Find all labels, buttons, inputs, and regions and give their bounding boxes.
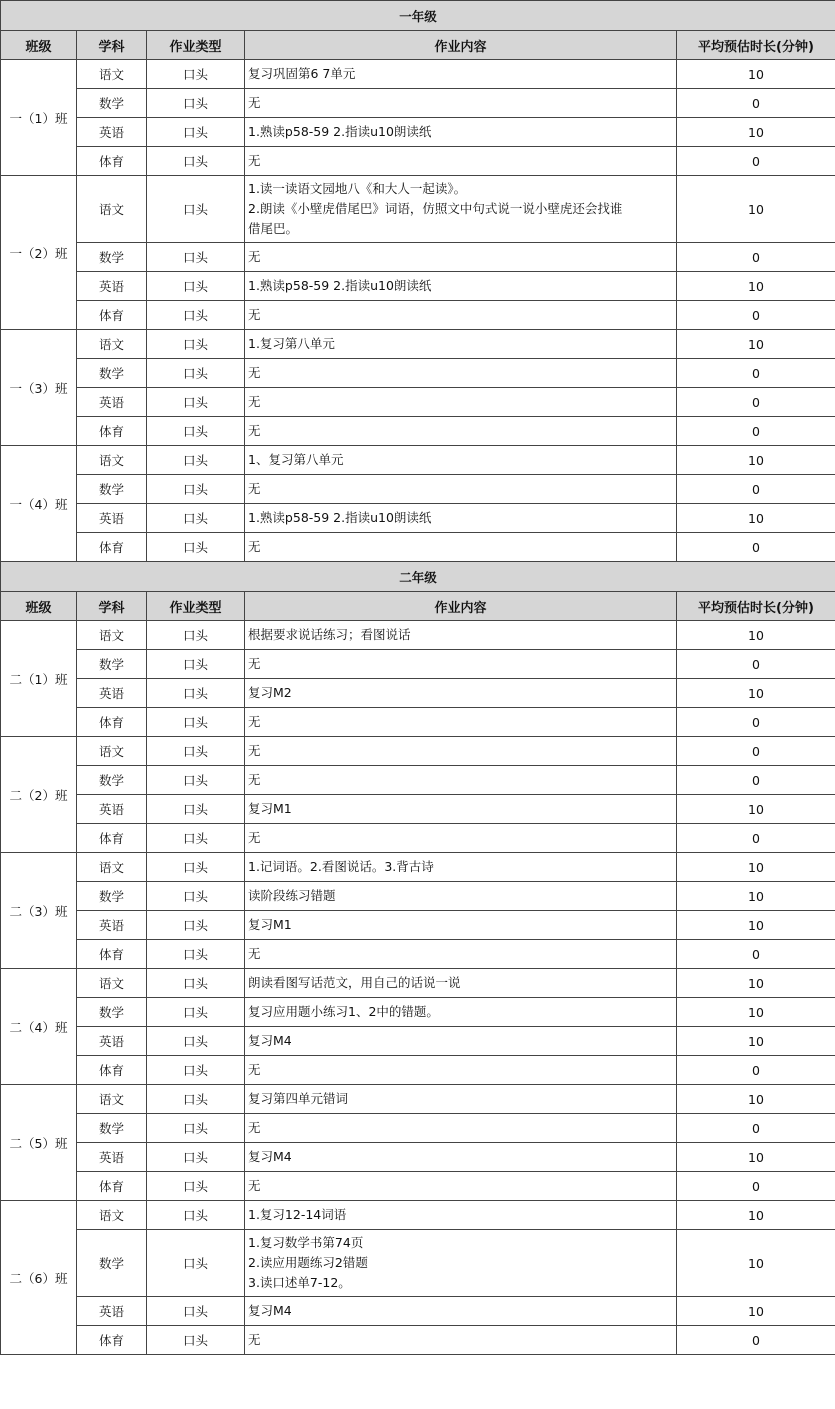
content-cell bbox=[245, 388, 677, 417]
content-cell bbox=[245, 147, 677, 176]
content-cell bbox=[245, 359, 677, 388]
duration-cell: 10 bbox=[677, 176, 835, 243]
header-subject: 学科 bbox=[77, 592, 147, 621]
table-row bbox=[1, 1143, 835, 1172]
type-cell: 口头 bbox=[147, 359, 245, 388]
type-cell: 口头 bbox=[147, 89, 245, 118]
duration-cell: 10 bbox=[677, 1297, 835, 1326]
table-row bbox=[1, 1201, 835, 1230]
type-cell: 口头 bbox=[147, 1297, 245, 1326]
content-line: 无 bbox=[248, 714, 261, 729]
subject-cell: 语文 bbox=[77, 1201, 147, 1230]
table-row bbox=[1, 417, 835, 446]
type-cell: 口头 bbox=[147, 621, 245, 650]
table-row bbox=[1, 795, 835, 824]
table-row bbox=[1, 679, 835, 708]
type-cell: 口头 bbox=[147, 504, 245, 533]
subject-cell: 数学 bbox=[77, 89, 147, 118]
header-cls: 班级 bbox=[1, 31, 77, 60]
duration-cell: 0 bbox=[677, 940, 835, 969]
class-name: 二（1）班 bbox=[1, 621, 77, 737]
content-cell bbox=[245, 60, 677, 89]
type-cell: 口头 bbox=[147, 1143, 245, 1172]
content-line: 无 bbox=[248, 365, 261, 380]
duration-cell: 10 bbox=[677, 998, 835, 1027]
grade-title-row bbox=[1, 562, 835, 592]
content-cell bbox=[245, 330, 677, 359]
table-row bbox=[1, 853, 835, 882]
content-cell bbox=[245, 243, 677, 272]
content-line: 无 bbox=[248, 394, 261, 409]
subject-cell: 语文 bbox=[77, 969, 147, 998]
type-cell: 口头 bbox=[147, 1027, 245, 1056]
table-row bbox=[1, 1027, 835, 1056]
duration-cell: 10 bbox=[677, 795, 835, 824]
content-cell bbox=[245, 118, 677, 147]
duration-cell: 0 bbox=[677, 1326, 835, 1355]
subject-cell: 数学 bbox=[77, 359, 147, 388]
subject-cell: 数学 bbox=[77, 243, 147, 272]
content-line: 1.复习数学书第74页 bbox=[248, 1235, 364, 1250]
table-row bbox=[1, 359, 835, 388]
table-row bbox=[1, 1114, 835, 1143]
type-cell: 口头 bbox=[147, 795, 245, 824]
duration-cell: 0 bbox=[677, 650, 835, 679]
duration-cell: 10 bbox=[677, 504, 835, 533]
type-cell: 口头 bbox=[147, 853, 245, 882]
content-line: 根据要求说话练习；看图说话 bbox=[248, 627, 411, 642]
content-cell bbox=[245, 1027, 677, 1056]
type-cell: 口头 bbox=[147, 330, 245, 359]
content-cell bbox=[245, 737, 677, 766]
class-name: 一（3）班 bbox=[1, 330, 77, 446]
content-line: 1.复习12-14词语 bbox=[248, 1207, 347, 1222]
class-name: 二（6）班 bbox=[1, 1201, 77, 1355]
duration-cell: 0 bbox=[677, 1114, 835, 1143]
table-row bbox=[1, 60, 835, 89]
duration-cell: 10 bbox=[677, 679, 835, 708]
table-row bbox=[1, 998, 835, 1027]
subject-cell: 体育 bbox=[77, 417, 147, 446]
duration-cell: 10 bbox=[677, 1027, 835, 1056]
duration-cell: 0 bbox=[677, 533, 835, 562]
content-cell bbox=[245, 417, 677, 446]
subject-cell: 数学 bbox=[77, 766, 147, 795]
header-subject: 学科 bbox=[77, 31, 147, 60]
type-cell: 口头 bbox=[147, 388, 245, 417]
duration-cell: 0 bbox=[677, 147, 835, 176]
table-row bbox=[1, 446, 835, 475]
content-line: 复习M1 bbox=[248, 917, 292, 932]
duration-cell: 10 bbox=[677, 882, 835, 911]
subject-cell: 英语 bbox=[77, 1027, 147, 1056]
content-line: 无 bbox=[248, 772, 261, 787]
duration-cell: 10 bbox=[677, 446, 835, 475]
subject-cell: 体育 bbox=[77, 824, 147, 853]
type-cell: 口头 bbox=[147, 1326, 245, 1355]
subject-cell: 体育 bbox=[77, 301, 147, 330]
type-cell: 口头 bbox=[147, 533, 245, 562]
duration-cell: 10 bbox=[677, 969, 835, 998]
type-cell: 口头 bbox=[147, 475, 245, 504]
content-line: 无 bbox=[248, 249, 261, 264]
header-duration: 平均预估时长(分钟) bbox=[677, 592, 835, 621]
content-cell bbox=[245, 1085, 677, 1114]
class-name: 二（5）班 bbox=[1, 1085, 77, 1201]
content-cell bbox=[245, 969, 677, 998]
subject-cell: 语文 bbox=[77, 60, 147, 89]
subject-cell: 英语 bbox=[77, 504, 147, 533]
subject-cell: 英语 bbox=[77, 679, 147, 708]
content-cell bbox=[245, 998, 677, 1027]
content-cell bbox=[245, 446, 677, 475]
table-row bbox=[1, 650, 835, 679]
subject-cell: 语文 bbox=[77, 330, 147, 359]
duration-cell: 10 bbox=[677, 118, 835, 147]
type-cell: 口头 bbox=[147, 176, 245, 243]
content-line: 无 bbox=[248, 1120, 261, 1135]
table-row bbox=[1, 176, 835, 243]
subject-cell: 体育 bbox=[77, 1056, 147, 1085]
content-line: 复习M4 bbox=[248, 1033, 292, 1048]
table-row bbox=[1, 504, 835, 533]
class-name: 二（3）班 bbox=[1, 853, 77, 969]
subject-cell: 英语 bbox=[77, 388, 147, 417]
table-row bbox=[1, 243, 835, 272]
duration-cell: 0 bbox=[677, 301, 835, 330]
subject-cell: 数学 bbox=[77, 998, 147, 1027]
content-line: 1.记词语。2.看图说话。3.背古诗 bbox=[248, 859, 434, 874]
duration-cell: 10 bbox=[677, 1230, 835, 1297]
type-cell: 口头 bbox=[147, 1114, 245, 1143]
duration-cell: 0 bbox=[677, 243, 835, 272]
content-cell bbox=[245, 89, 677, 118]
content-cell bbox=[245, 766, 677, 795]
subject-cell: 体育 bbox=[77, 1172, 147, 1201]
type-cell: 口头 bbox=[147, 1172, 245, 1201]
table-row bbox=[1, 272, 835, 301]
subject-cell: 数学 bbox=[77, 882, 147, 911]
table-row bbox=[1, 708, 835, 737]
content-line: 无 bbox=[248, 539, 261, 554]
subject-cell: 数学 bbox=[77, 475, 147, 504]
class-name: 一（1）班 bbox=[1, 60, 77, 176]
content-line: 无 bbox=[248, 153, 261, 168]
content-cell bbox=[245, 1056, 677, 1085]
table-row bbox=[1, 1056, 835, 1085]
table-row bbox=[1, 388, 835, 417]
subject-cell: 语文 bbox=[77, 737, 147, 766]
type-cell: 口头 bbox=[147, 417, 245, 446]
table-row bbox=[1, 1085, 835, 1114]
type-cell: 口头 bbox=[147, 940, 245, 969]
content-cell bbox=[245, 853, 677, 882]
duration-cell: 0 bbox=[677, 359, 835, 388]
content-cell bbox=[245, 824, 677, 853]
type-cell: 口头 bbox=[147, 824, 245, 853]
subject-cell: 语文 bbox=[77, 1085, 147, 1114]
subject-cell: 体育 bbox=[77, 940, 147, 969]
duration-cell: 0 bbox=[677, 89, 835, 118]
content-cell bbox=[245, 1297, 677, 1326]
subject-cell: 语文 bbox=[77, 176, 147, 243]
content-cell bbox=[245, 475, 677, 504]
duration-cell: 10 bbox=[677, 911, 835, 940]
class-name: 一（4）班 bbox=[1, 446, 77, 562]
table-row bbox=[1, 330, 835, 359]
type-cell: 口头 bbox=[147, 766, 245, 795]
type-cell: 口头 bbox=[147, 118, 245, 147]
content-cell bbox=[245, 301, 677, 330]
type-cell: 口头 bbox=[147, 998, 245, 1027]
content-cell bbox=[245, 1230, 677, 1297]
header-row bbox=[1, 31, 835, 60]
content-cell bbox=[245, 1201, 677, 1230]
subject-cell: 英语 bbox=[77, 1143, 147, 1172]
subject-cell: 体育 bbox=[77, 147, 147, 176]
content-line: 复习M4 bbox=[248, 1303, 292, 1318]
table-row bbox=[1, 533, 835, 562]
content-line: 复习M2 bbox=[248, 685, 292, 700]
subject-cell: 英语 bbox=[77, 118, 147, 147]
type-cell: 口头 bbox=[147, 911, 245, 940]
duration-cell: 10 bbox=[677, 621, 835, 650]
content-cell bbox=[245, 621, 677, 650]
subject-cell: 英语 bbox=[77, 911, 147, 940]
duration-cell: 10 bbox=[677, 330, 835, 359]
duration-cell: 0 bbox=[677, 417, 835, 446]
content-line: 无 bbox=[248, 481, 261, 496]
type-cell: 口头 bbox=[147, 1201, 245, 1230]
type-cell: 口头 bbox=[147, 969, 245, 998]
header-type: 作业类型 bbox=[147, 31, 245, 60]
content-line: 复习应用题小练习1、2中的错题。 bbox=[248, 1004, 439, 1019]
content-cell bbox=[245, 272, 677, 301]
duration-cell: 0 bbox=[677, 737, 835, 766]
type-cell: 口头 bbox=[147, 446, 245, 475]
duration-cell: 0 bbox=[677, 766, 835, 795]
subject-cell: 体育 bbox=[77, 1326, 147, 1355]
content-line: 读阶段练习错题 bbox=[248, 888, 336, 903]
table-row bbox=[1, 824, 835, 853]
class-name: 二（4）班 bbox=[1, 969, 77, 1085]
subject-cell: 语文 bbox=[77, 446, 147, 475]
type-cell: 口头 bbox=[147, 1230, 245, 1297]
content-line: 1.熟读p58-59 2.指读u10朗读纸 bbox=[248, 510, 432, 525]
class-name: 一（2）班 bbox=[1, 176, 77, 330]
table-row bbox=[1, 301, 835, 330]
content-line: 1.复习第八单元 bbox=[248, 336, 335, 351]
content-line: 2.读应用题练习2错题 bbox=[248, 1255, 368, 1270]
header-cls: 班级 bbox=[1, 592, 77, 621]
content-line: 无 bbox=[248, 830, 261, 845]
duration-cell: 10 bbox=[677, 60, 835, 89]
content-line: 1.读一读语文园地八《和大人一起读》。 bbox=[248, 181, 467, 196]
subject-cell: 体育 bbox=[77, 708, 147, 737]
duration-cell: 0 bbox=[677, 708, 835, 737]
table-row bbox=[1, 1297, 835, 1326]
content-line: 无 bbox=[248, 656, 261, 671]
content-line: 无 bbox=[248, 307, 261, 322]
header-row bbox=[1, 592, 835, 621]
content-line: 复习M4 bbox=[248, 1149, 292, 1164]
table-row bbox=[1, 1230, 835, 1297]
header-content: 作业内容 bbox=[245, 592, 677, 621]
subject-cell: 数学 bbox=[77, 650, 147, 679]
content-line: 无 bbox=[248, 423, 261, 438]
grade-title: 一年级 bbox=[1, 1, 835, 31]
duration-cell: 10 bbox=[677, 272, 835, 301]
content-line: 借尾巴。 bbox=[248, 221, 299, 236]
content-cell bbox=[245, 708, 677, 737]
type-cell: 口头 bbox=[147, 301, 245, 330]
duration-cell: 0 bbox=[677, 1056, 835, 1085]
subject-cell: 英语 bbox=[77, 1297, 147, 1326]
content-line: 无 bbox=[248, 1062, 261, 1077]
subject-cell: 英语 bbox=[77, 272, 147, 301]
duration-cell: 10 bbox=[677, 853, 835, 882]
content-line: 朗读看图写话范文，用自己的话说一说 bbox=[248, 975, 461, 990]
type-cell: 口头 bbox=[147, 882, 245, 911]
grade-title-row bbox=[1, 1, 835, 31]
content-cell bbox=[245, 1172, 677, 1201]
class-name: 二（2）班 bbox=[1, 737, 77, 853]
content-line: 无 bbox=[248, 95, 261, 110]
type-cell: 口头 bbox=[147, 737, 245, 766]
table-row bbox=[1, 1326, 835, 1355]
duration-cell: 0 bbox=[677, 1172, 835, 1201]
content-line: 无 bbox=[248, 1332, 261, 1347]
content-cell bbox=[245, 504, 677, 533]
content-line: 1、复习第八单元 bbox=[248, 452, 344, 467]
subject-cell: 数学 bbox=[77, 1230, 147, 1297]
type-cell: 口头 bbox=[147, 272, 245, 301]
duration-cell: 0 bbox=[677, 824, 835, 853]
table-row bbox=[1, 475, 835, 504]
content-cell bbox=[245, 176, 677, 243]
table-row bbox=[1, 621, 835, 650]
duration-cell: 10 bbox=[677, 1143, 835, 1172]
type-cell: 口头 bbox=[147, 147, 245, 176]
content-line: 无 bbox=[248, 946, 261, 961]
subject-cell: 语文 bbox=[77, 621, 147, 650]
content-cell bbox=[245, 940, 677, 969]
content-cell bbox=[245, 533, 677, 562]
duration-cell: 10 bbox=[677, 1085, 835, 1114]
content-cell bbox=[245, 650, 677, 679]
duration-cell: 0 bbox=[677, 475, 835, 504]
content-cell bbox=[245, 1326, 677, 1355]
content-line: 无 bbox=[248, 743, 261, 758]
table-row bbox=[1, 737, 835, 766]
content-cell bbox=[245, 911, 677, 940]
content-line: 1.熟读p58-59 2.指读u10朗读纸 bbox=[248, 278, 432, 293]
header-type: 作业类型 bbox=[147, 592, 245, 621]
table-row bbox=[1, 766, 835, 795]
header-duration: 平均预估时长(分钟) bbox=[677, 31, 835, 60]
content-line: 复习巩固第6 7单元 bbox=[248, 66, 356, 81]
table-row bbox=[1, 118, 835, 147]
content-line: 无 bbox=[248, 1178, 261, 1193]
table-row bbox=[1, 940, 835, 969]
content-line: 2.朗读《小壁虎借尾巴》词语，仿照文中句式说一说小壁虎还会找谁 bbox=[248, 201, 623, 216]
table-row bbox=[1, 969, 835, 998]
table-row bbox=[1, 882, 835, 911]
type-cell: 口头 bbox=[147, 1056, 245, 1085]
content-line: 复习第四单元错词 bbox=[248, 1091, 349, 1106]
grade-title: 二年级 bbox=[1, 562, 835, 592]
content-cell bbox=[245, 795, 677, 824]
content-cell bbox=[245, 882, 677, 911]
content-cell bbox=[245, 1114, 677, 1143]
subject-cell: 英语 bbox=[77, 795, 147, 824]
table-row bbox=[1, 89, 835, 118]
content-cell bbox=[245, 679, 677, 708]
subject-cell: 语文 bbox=[77, 853, 147, 882]
content-line: 复习M1 bbox=[248, 801, 292, 816]
table-row bbox=[1, 911, 835, 940]
content-line: 3.读口述单7-12。 bbox=[248, 1275, 351, 1290]
type-cell: 口头 bbox=[147, 650, 245, 679]
content-cell bbox=[245, 1143, 677, 1172]
table-row bbox=[1, 1172, 835, 1201]
type-cell: 口头 bbox=[147, 708, 245, 737]
type-cell: 口头 bbox=[147, 60, 245, 89]
subject-cell: 数学 bbox=[77, 1114, 147, 1143]
content-line: 1.熟读p58-59 2.指读u10朗读纸 bbox=[248, 124, 432, 139]
subject-cell: 体育 bbox=[77, 533, 147, 562]
table-row bbox=[1, 147, 835, 176]
header-content: 作业内容 bbox=[245, 31, 677, 60]
duration-cell: 10 bbox=[677, 1201, 835, 1230]
duration-cell: 0 bbox=[677, 388, 835, 417]
type-cell: 口头 bbox=[147, 243, 245, 272]
type-cell: 口头 bbox=[147, 679, 245, 708]
type-cell: 口头 bbox=[147, 1085, 245, 1114]
